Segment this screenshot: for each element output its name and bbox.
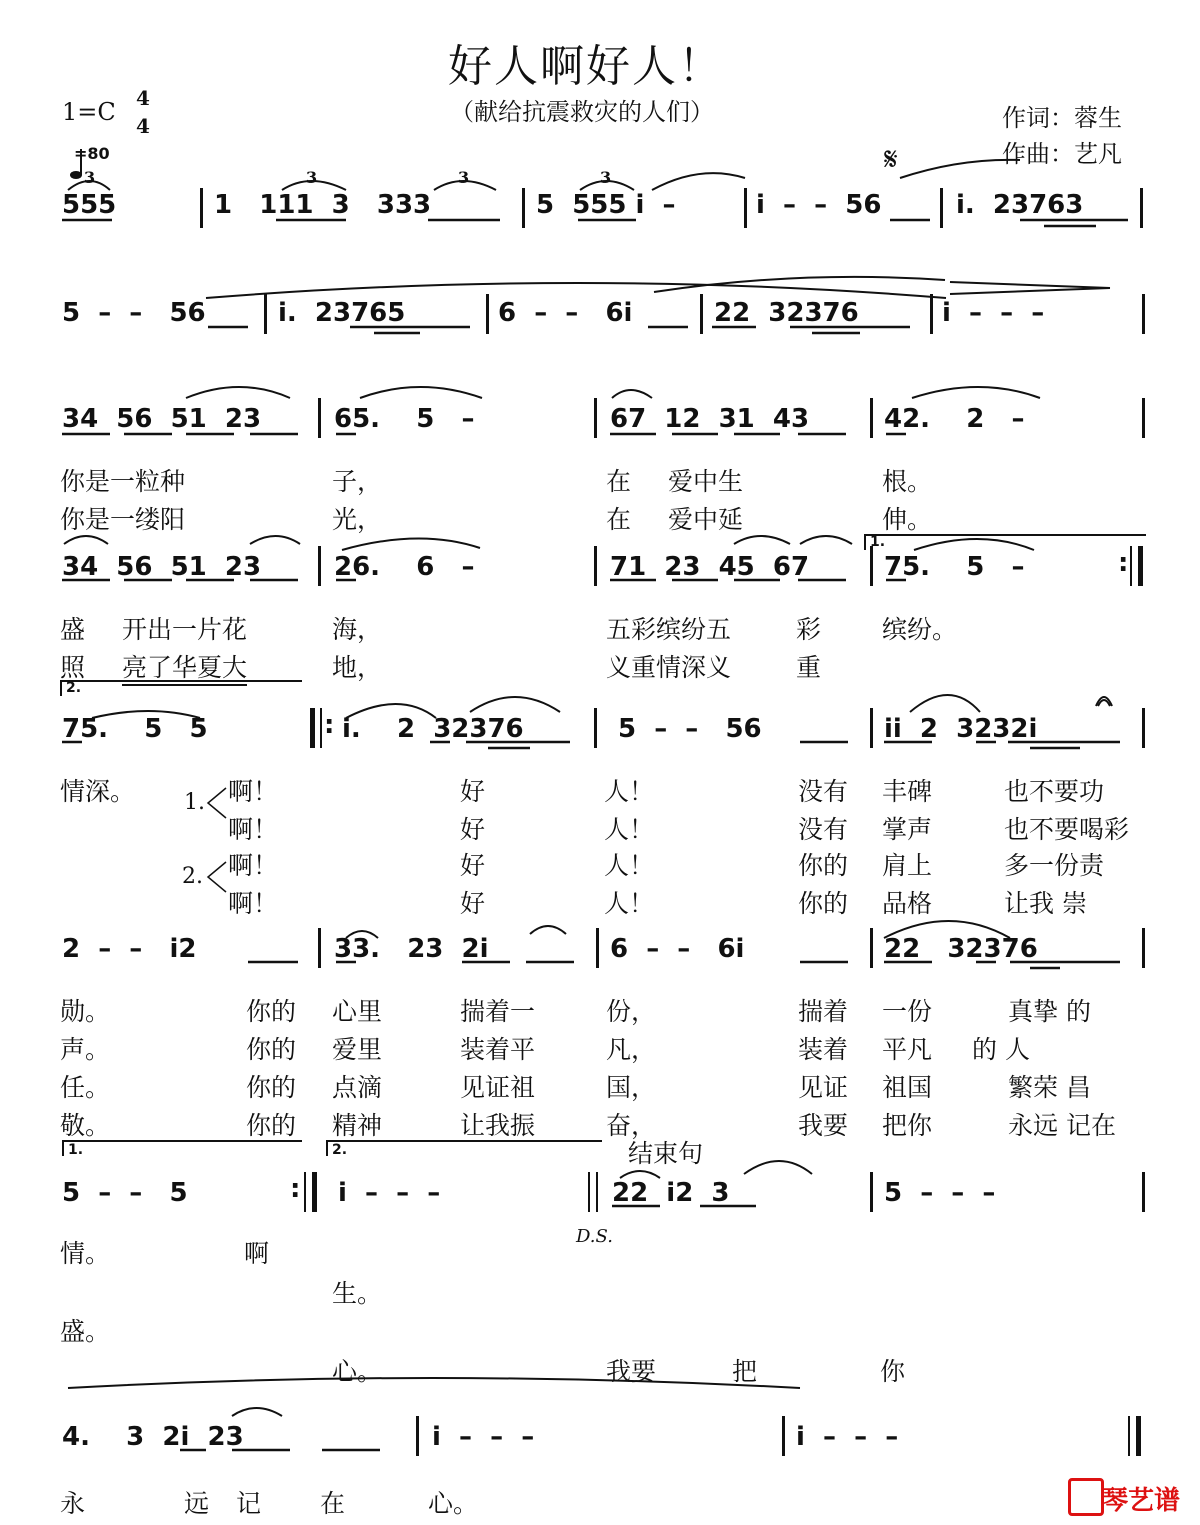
lyric: 肩上 xyxy=(882,851,933,880)
lyric: 啊！ xyxy=(228,777,279,806)
double-barline xyxy=(596,1172,598,1212)
notes-measure: i – – – xyxy=(796,1422,899,1452)
lyric: 你 xyxy=(880,1357,906,1386)
lyric: 你是一缕阳 xyxy=(60,505,186,534)
lyric: 心。 xyxy=(428,1489,479,1518)
lyric: 点滴 xyxy=(332,1073,383,1102)
repeat-start-barline xyxy=(320,708,322,748)
verse-number: 1. xyxy=(184,790,205,815)
barline xyxy=(1142,928,1145,968)
lyric: 啊！ xyxy=(228,851,279,880)
lyric: 祖国 xyxy=(882,1073,933,1102)
notes-measure: 65. 5 – xyxy=(334,404,475,434)
lyric: 爱里 xyxy=(332,1035,383,1064)
lyric: 好 xyxy=(460,815,486,844)
lyric: 子， xyxy=(332,467,383,496)
lyric: 也不要功 xyxy=(1004,777,1105,806)
notes-measure: i – – – xyxy=(432,1422,535,1452)
barline xyxy=(1140,188,1143,228)
barline xyxy=(416,1416,419,1456)
barline xyxy=(318,398,321,438)
lyric: 你的 xyxy=(798,889,849,918)
repeat-dots: : xyxy=(1118,548,1129,578)
triplet-mark: 3 xyxy=(306,168,318,187)
repeat-end-barline xyxy=(1130,546,1132,586)
notes-measure: 22 32376 xyxy=(714,298,859,328)
lyric: 揣着一 xyxy=(460,997,536,1026)
lyric: 我要 xyxy=(606,1357,657,1386)
triplet-mark: 3 xyxy=(600,168,612,187)
first-ending-bracket xyxy=(864,534,1146,550)
barline xyxy=(700,294,703,334)
barline xyxy=(782,1416,785,1456)
notes-measure: 5 – – 56 xyxy=(62,298,206,328)
song-title: 好人啊好人！ xyxy=(448,41,724,92)
lyric: 真挚 的 xyxy=(1008,997,1091,1026)
lyric: 地， xyxy=(332,653,383,682)
lyric: 缤纷。 xyxy=(882,615,958,644)
lyric: 装着 xyxy=(798,1035,849,1064)
second-ending-number: 2. xyxy=(332,1142,348,1158)
barline xyxy=(594,546,597,586)
lyric: 任。 xyxy=(60,1073,111,1102)
second-ending-bracket xyxy=(60,680,302,696)
notes-measure: 5 – – 56 xyxy=(618,714,762,744)
notes-measure: 34 56 51 23 xyxy=(62,552,262,582)
lyric: 勋。 xyxy=(60,997,111,1026)
notes-measure: i – – – xyxy=(338,1178,441,1208)
notes-measure: 4. 3 2i 23 xyxy=(62,1422,244,1452)
lyric: 心。 xyxy=(332,1357,383,1386)
notes-pickup: 555 xyxy=(62,190,117,220)
lyric: 人！ xyxy=(604,889,655,918)
notes-measure: 22 i2 3 xyxy=(612,1178,730,1208)
notes-measure: 67 12 31 43 xyxy=(610,404,810,434)
notes-measure: i – – 56 xyxy=(756,190,882,220)
notes-measure: 5 555 i – xyxy=(536,190,676,220)
barline xyxy=(1142,294,1145,334)
lyric: 见证 xyxy=(798,1073,849,1102)
lyric: 声。 xyxy=(60,1035,111,1064)
barline xyxy=(940,188,943,228)
notes-measure: 33. 23 2i xyxy=(334,934,489,964)
first-ending-number: 1. xyxy=(870,534,886,550)
lyric: 你的 xyxy=(246,997,297,1026)
lyricist-credit: 作词：蓉生 xyxy=(1002,104,1122,132)
notes-measure: 22 32376 xyxy=(884,934,1038,964)
barline xyxy=(870,1172,873,1212)
lyric: 记 xyxy=(236,1489,262,1518)
lyric: 好 xyxy=(460,777,486,806)
lyric: 把 xyxy=(732,1357,758,1386)
barline xyxy=(870,928,873,968)
repeat-dots: : xyxy=(324,710,335,740)
lyric: 让我 崇 xyxy=(1004,889,1087,918)
lyric: 好 xyxy=(460,889,486,918)
notes-measure: i. 2 32376 xyxy=(342,714,524,744)
barline xyxy=(486,294,489,334)
repeat-start-barline xyxy=(310,708,315,748)
lyric: 爱中延 xyxy=(668,505,744,534)
notes-measure: 6 – – 6i xyxy=(610,934,745,964)
repeat-end-barline xyxy=(1138,546,1143,586)
first-ending-number: 1. xyxy=(68,1142,84,1158)
lyric: 盛 xyxy=(60,615,86,644)
lyric: 一份 xyxy=(882,997,933,1026)
first-ending-bracket xyxy=(62,1140,302,1156)
barline xyxy=(522,188,525,228)
lyric: 也不要喝彩 xyxy=(1004,815,1130,844)
composer-credit: 作曲：艺凡 xyxy=(1002,140,1122,168)
lyric: 没有 xyxy=(798,777,849,806)
lyric: 繁荣 昌 xyxy=(1008,1073,1091,1102)
lyric: 远 xyxy=(184,1489,210,1518)
lyric: 重 xyxy=(796,653,822,682)
barline xyxy=(596,928,599,968)
notes-measure: ii 2 3232i xyxy=(884,714,1038,744)
notes-measure: i – – – xyxy=(942,298,1045,328)
barline xyxy=(200,188,203,228)
triplet-mark: 3 xyxy=(458,168,470,187)
lyric: 照 xyxy=(60,653,86,682)
lyric: 人！ xyxy=(604,815,655,844)
lyric: 在 xyxy=(320,1489,346,1518)
lyric: 平凡 xyxy=(882,1035,933,1064)
barline xyxy=(318,546,321,586)
lyric: 精神 xyxy=(332,1111,383,1140)
repeat-dots: : xyxy=(290,1174,301,1204)
notes-measure: 26. 6 – xyxy=(334,552,475,582)
lyric: 你的 xyxy=(246,1073,297,1102)
lyric: 把你 xyxy=(882,1111,933,1140)
lyric: 啊！ xyxy=(228,815,279,844)
lyric: 国， xyxy=(606,1073,657,1102)
notes-measure: 71 23 45 67 xyxy=(610,552,810,582)
lyric: 亮了华夏大 xyxy=(122,648,247,686)
lyric: 敬。 xyxy=(60,1111,111,1140)
lyric: 我要 xyxy=(798,1111,849,1140)
lyric: 人！ xyxy=(604,851,655,880)
notes-measure: i. 23765 xyxy=(278,298,406,328)
barline xyxy=(264,294,267,334)
lyric: 品格 xyxy=(882,889,933,918)
lyric: 装着平 xyxy=(460,1035,536,1064)
notes-measure: 1 111 3 333 xyxy=(214,190,432,220)
barline xyxy=(870,398,873,438)
coda-label: 结束句 xyxy=(628,1139,704,1168)
lyric: 盛。 xyxy=(60,1317,111,1346)
lyric: 情深。 xyxy=(60,777,136,806)
watermark-logo-icon xyxy=(1068,1478,1104,1516)
lyric: 开出一片花 xyxy=(122,615,248,644)
lyric: 在 xyxy=(606,467,632,496)
lyric: 在 xyxy=(606,505,632,534)
lyric: 永远 记在 xyxy=(1008,1111,1116,1140)
time-signature-bottom: 4 xyxy=(136,114,150,138)
lyric: 光， xyxy=(332,505,383,534)
notes-measure: 2 – – i2 xyxy=(62,934,197,964)
lyric: 好 xyxy=(460,851,486,880)
notes-measure: 75. 5 5 xyxy=(62,714,208,744)
final-barline xyxy=(1128,1416,1130,1456)
lyric: 根。 xyxy=(882,467,933,496)
song-subtitle: （献给抗震救灾的人们） xyxy=(450,98,714,126)
lyric: 你的 xyxy=(798,851,849,880)
barline xyxy=(744,188,747,228)
lyric: 的 人 xyxy=(972,1035,1030,1064)
barline xyxy=(594,708,597,748)
watermark-text: 琴艺谱 xyxy=(1102,1486,1181,1516)
lyric: 心里 xyxy=(332,997,383,1026)
lyric: 掌声 xyxy=(882,815,933,844)
lyric: 彩 xyxy=(796,615,822,644)
triplet-mark: 3 xyxy=(84,168,96,187)
lyric: 五彩缤纷五 xyxy=(606,615,732,644)
lyric: 生。 xyxy=(332,1279,383,1308)
lyric: 啊！ xyxy=(228,889,279,918)
repeat-end-barline xyxy=(304,1172,306,1212)
notes-measure: 75. 5 – xyxy=(884,552,1025,582)
segno-icon: 𝄋 xyxy=(884,140,898,178)
time-signature-top: 4 xyxy=(136,86,150,110)
lyric: 永 xyxy=(60,1489,86,1518)
lyric: 没有 xyxy=(798,815,849,844)
tempo-marking: =80 xyxy=(74,144,110,163)
barline xyxy=(870,708,873,748)
lyric: 你的 xyxy=(246,1035,297,1064)
repeat-end-barline xyxy=(312,1172,317,1212)
lyric: 海， xyxy=(332,615,383,644)
lyric: 丰碑 xyxy=(882,777,933,806)
lyric: 奋， xyxy=(606,1111,657,1140)
lyric: 见证祖 xyxy=(460,1073,536,1102)
lyric: 你是一粒种 xyxy=(60,467,186,496)
barline xyxy=(318,928,321,968)
lyric: 多一份责 xyxy=(1004,851,1105,880)
second-ending-bracket xyxy=(326,1140,602,1156)
ds-marking: D.S. xyxy=(576,1226,613,1247)
lyric: 义重情深义 xyxy=(606,653,732,682)
lyric: 份， xyxy=(606,997,657,1026)
notes-measure: i. 23763 xyxy=(956,190,1084,220)
notes-measure: 5 – – 5 xyxy=(62,1178,188,1208)
lyric: 情。 xyxy=(60,1239,111,1268)
second-ending-number: 2. xyxy=(66,680,82,696)
lyric: 啊 xyxy=(244,1239,270,1268)
lyric: 人！ xyxy=(604,777,655,806)
lyric: 你的 xyxy=(246,1111,297,1140)
notes-measure: 42. 2 – xyxy=(884,404,1025,434)
lyric: 揣着 xyxy=(798,997,849,1026)
barline xyxy=(870,546,873,586)
final-barline xyxy=(1136,1416,1141,1456)
barline xyxy=(1142,708,1145,748)
lyric: 凡， xyxy=(606,1035,657,1064)
barline xyxy=(1142,398,1145,438)
verse-number: 2. xyxy=(182,864,203,889)
barline xyxy=(1142,1172,1145,1212)
key-signature: 1=C xyxy=(62,98,116,126)
notes-measure: 6 – – 6i xyxy=(498,298,633,328)
barline xyxy=(930,294,933,334)
notes-measure: 5 – – – xyxy=(884,1178,996,1208)
lyric: 爱中生 xyxy=(668,467,744,496)
barline xyxy=(594,398,597,438)
lyric: 伸。 xyxy=(882,505,933,534)
notes-measure: 34 56 51 23 xyxy=(62,404,262,434)
lyric: 让我振 xyxy=(460,1111,536,1140)
double-barline xyxy=(588,1172,590,1212)
